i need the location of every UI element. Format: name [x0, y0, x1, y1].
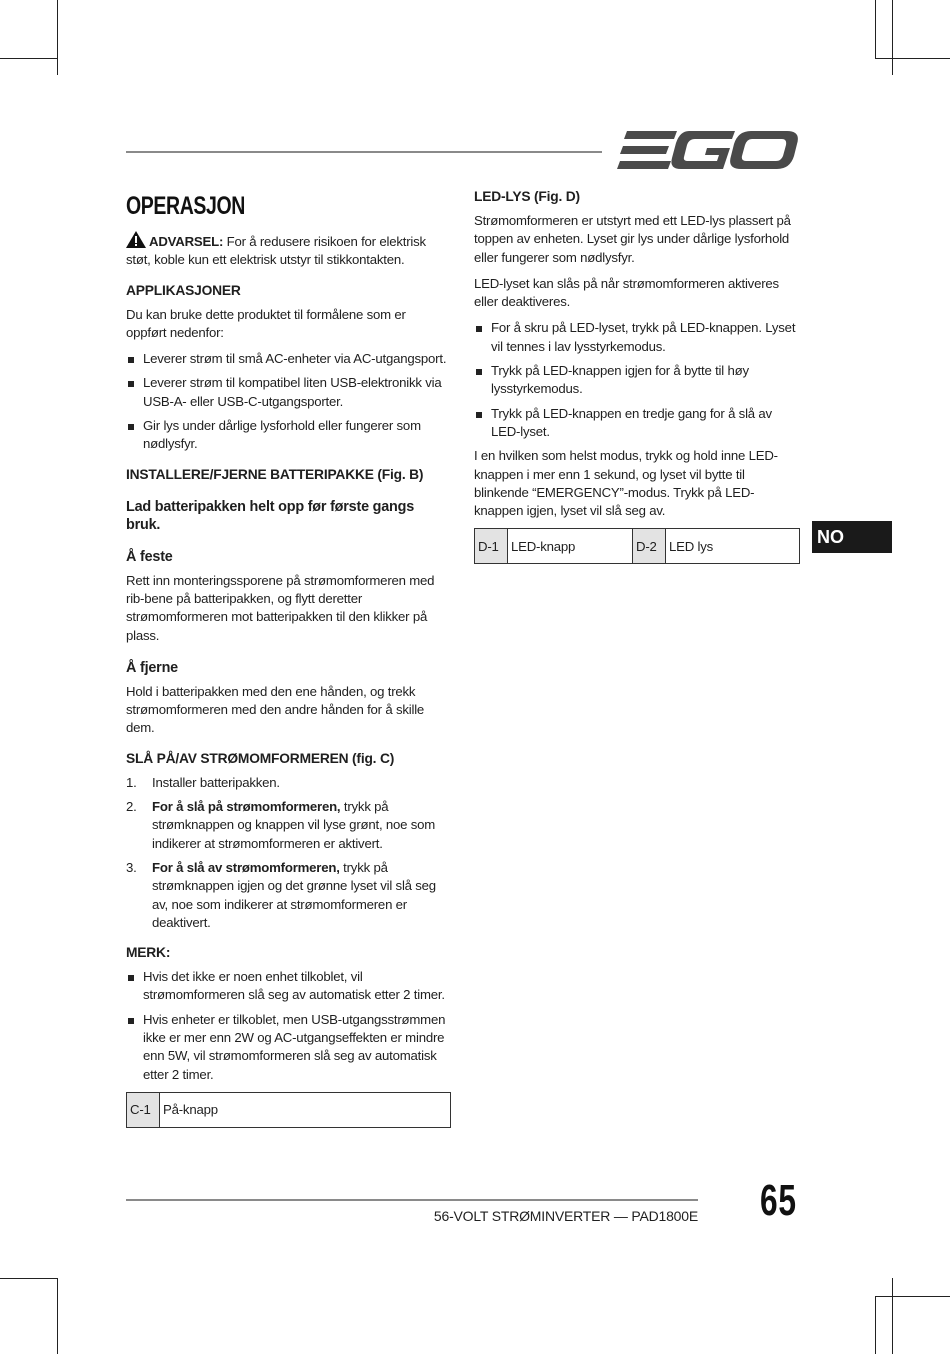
table-cell-label: LED lys [666, 529, 800, 564]
list-item: For å skru på LED-lyset, trykk på LED-knappen. Lyset vil tennes i lav lysstyrkemodus. [474, 319, 800, 356]
led-paragraph-3: I en hvilken som helst modus, trykk og hold inne LED-knappen i mer enn 1 sekund, og lyset vil bytte til blinkende “EMERGENCY”-modus. Trykk på LED-knappen igjen, lyset vil slå seg av. [474, 448, 778, 519]
led-paragraph-2: LED-lyset kan slås på når strømomformeren aktiveres eller deaktiveres. [474, 275, 779, 310]
install-heading: INSTALLERE/FJERNE BATTERIPAKKE (Fig. B) [126, 466, 424, 482]
crop-mark [0, 58, 58, 59]
table-row [127, 1092, 451, 1127]
right-column [474, 188, 800, 564]
note-heading: MERK: [126, 945, 171, 961]
table-cell-code: C-1 [127, 1092, 160, 1127]
square-bullet-icon [476, 412, 482, 418]
list-item: Leverer strøm til kompatibel liten USB-elektronikk via USB-A- eller USB-C-utgangsporter. [126, 374, 448, 411]
power-steps [126, 774, 448, 932]
table-cell-code: D-2 [633, 529, 666, 564]
reference-table-d [474, 528, 800, 564]
reference-table-c [126, 1092, 451, 1128]
table-cell-label: På-knapp [160, 1092, 451, 1127]
warning-label: ADVARSEL: [149, 234, 224, 249]
list-item: Leverer strøm til små AC-enheter via AC-utgangsport. [126, 350, 448, 368]
attach-text: Rett inn monteringssporene på strømomformeren med rib-bene på batteripakken, og flytt deretter strømomformeren mot batteripakken til den klikker på plass. [126, 572, 435, 643]
table-cell-code: D-1 [475, 529, 508, 564]
square-bullet-icon [476, 369, 482, 375]
note-list [126, 968, 448, 1084]
square-bullet-icon [128, 1018, 134, 1024]
led-paragraph-1: Strømomformeren er utstyrt med ett LED-lys plassert på toppen av enheten. Lyset gir lys under dårlige lysforhold eller fungerer som nødlysfyr. [474, 213, 791, 265]
left-column [126, 186, 448, 1128]
remove-text: Hold i batteripakken med den ene hånden, og trekk strømomformeren med den andre hånden for å skille dem. [126, 683, 425, 736]
list-item: Gir lys under dårlige lysforhold eller fungerer som nødlysfyr. [126, 417, 448, 454]
power-heading: SLÅ PÅ/AV STRØMOMFORMEREN (fig. C) [126, 750, 395, 766]
list-item: 1. Installer batteripakken. [126, 774, 280, 790]
list-item: Trykk på LED-knappen igjen for å bytte til høy lysstyrkemodus. [474, 362, 800, 399]
warning-text: For å redusere risikoen for elektrisk støt, koble kun ett elektrisk utstyr til stikkontakten. [126, 234, 426, 268]
charge-note: Lad batteripakken helt opp før første gangs bruk. [126, 498, 415, 533]
language-tab: NO [812, 521, 892, 553]
list-item: 3. For å slå av strømomformeren, trykk på strømknappen igjen og det grønne lyset vil slå seg av, noe som indikerer at strømomformeren er deaktivert. [126, 859, 436, 930]
ego-logo [617, 128, 801, 172]
table-cell-label: LED-knapp [508, 529, 633, 564]
footer-product-title: 56-VOLT STRØMINVERTER — PAD1800E [433, 1208, 698, 1224]
crop-mark [892, 1278, 893, 1354]
footer-rule [126, 1199, 698, 1201]
crop-mark [57, 1278, 58, 1354]
table-row [475, 529, 800, 564]
square-bullet-icon [128, 357, 134, 363]
warning-paragraph [126, 231, 448, 270]
crop-mark [875, 1296, 950, 1297]
applications-intro: Du kan bruke dette produktet til formålene som er oppført nedenfor: [126, 306, 406, 340]
square-bullet-icon [476, 326, 482, 332]
header-rule [126, 151, 602, 153]
page-number: 65 [760, 1176, 797, 1225]
warning-triangle-icon [126, 231, 146, 248]
list-item: Hvis enheter er tilkoblet, men USB-utgangsstrømmen ikke er mer enn 2W og AC-utgangseffekten er mindre enn 5W, vil strømomformeren slå seg av automatisk etter 2 timer. [126, 1011, 448, 1084]
crop-mark [892, 0, 893, 75]
square-bullet-icon [128, 381, 134, 387]
crop-mark [875, 0, 876, 58]
page-title: OPERASJON [126, 192, 245, 220]
square-bullet-icon [128, 424, 134, 430]
remove-heading: Å fjerne [126, 659, 178, 676]
attach-heading: Å feste [126, 548, 173, 565]
crop-mark [57, 0, 58, 75]
led-list [474, 319, 800, 441]
applications-list [126, 350, 448, 453]
list-item: Trykk på LED-knappen en tredje gang for å slå av LED-lyset. [474, 405, 800, 442]
list-item: 2. For å slå på strømomformeren, trykk på strømknappen og knappen vil lyse grønt, noe som indikerer at strømomformeren er aktivert. [126, 799, 436, 851]
crop-mark [875, 58, 950, 59]
applications-heading: APPLIKASJONER [126, 282, 241, 298]
list-item: Hvis det ikke er noen enhet tilkoblet, vil strømomformeren slå seg av automatisk etter 2 timer. [126, 968, 448, 1005]
crop-mark [0, 1278, 58, 1279]
crop-mark [875, 1296, 876, 1354]
led-heading: LED-LYS (Fig. D) [474, 189, 580, 204]
square-bullet-icon [128, 975, 134, 981]
